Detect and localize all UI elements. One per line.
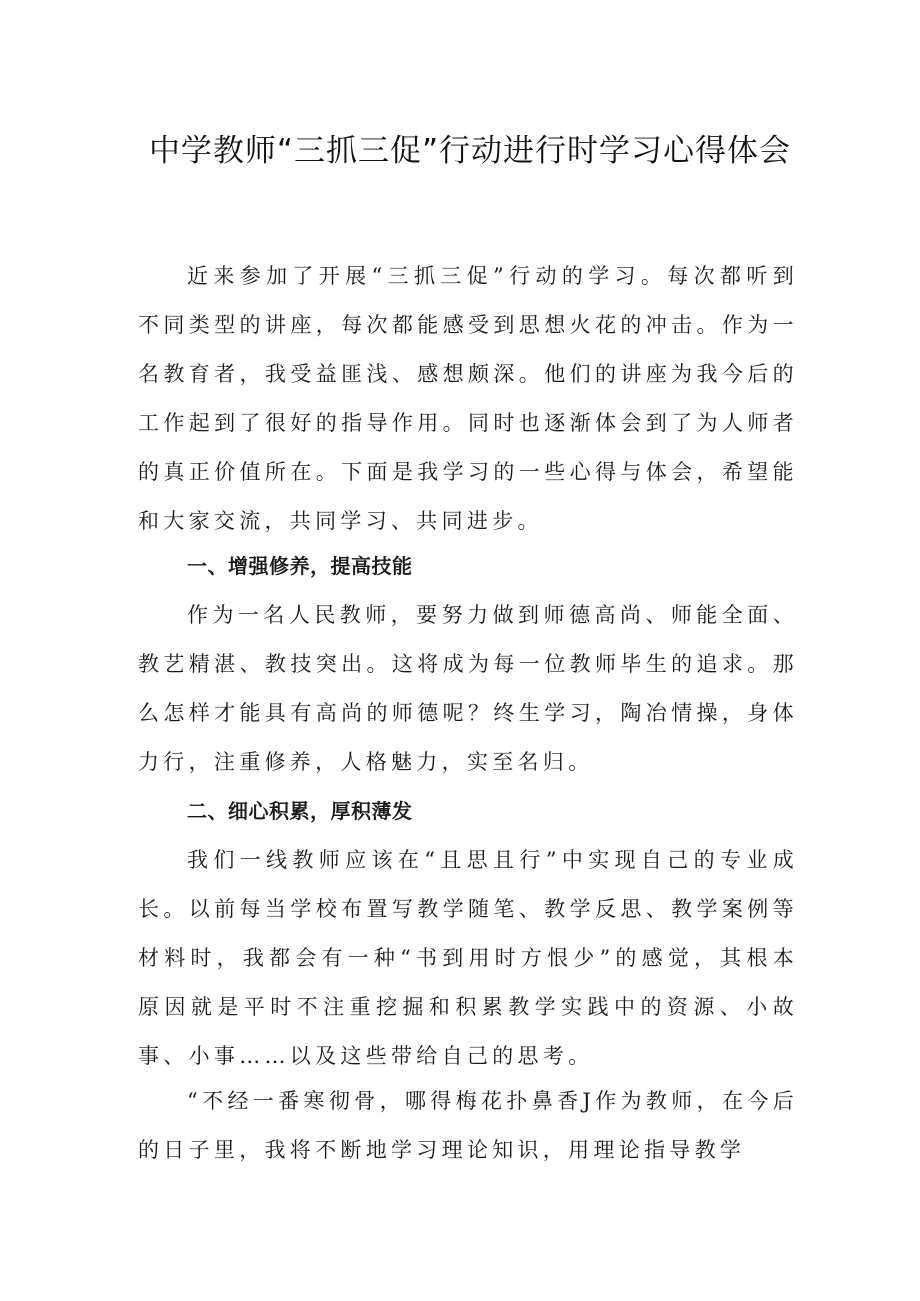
section-2-paragraph: 我们一线教师应该在“且思且行”中实现自己的专业成长。以前每当学校布置写教学随笔、教学反思、教学案例等材料时，我都会有一种“书到用时方恨少”的感觉，其根本原因就是平时不注重挖掘和积累教学实践中的资源、小故事、小事……以及这些带给自己的思考。 <box>138 848 798 1068</box>
document-title: 中学教师“三抓三促”行动进行时学习心得体会 <box>148 133 792 169</box>
section-2-heading: 二、细心积累，厚积薄发 <box>187 799 413 823</box>
section-1-paragraph: 作为一名人民教师，要努力做到师德高尚、师能全面、教艺精湛、教技突出。这将成为每一位教师毕生的追求。那么怎样才能具有高尚的师德呢？终生学习，陶冶情操，身体力行，注重修养，人格魅力，实至名归。 <box>138 603 798 774</box>
closing-paragraph: “不经一番寒彻骨，哪得梅花扑鼻香J作为教师，在今后的日子里，我将不断地学习理论知识，用理论指导教学 <box>138 1089 798 1162</box>
intro-paragraph: 近来参加了开展“三抓三促”行动的学习。每次都听到不同类型的讲座，每次都能感受到思想火花的冲击。作为一名教育者，我受益匪浅、感想颇深。他们的讲座为我今后的工作起到了很好的指导作用。同时也逐渐体会到了为人师者的真正价值所在。下面是我学习的一些心得与体会，希望能和大家交流，共同学习、共同进步。 <box>138 264 798 533</box>
section-1-heading: 一、增强修养，提高技能 <box>187 554 413 578</box>
